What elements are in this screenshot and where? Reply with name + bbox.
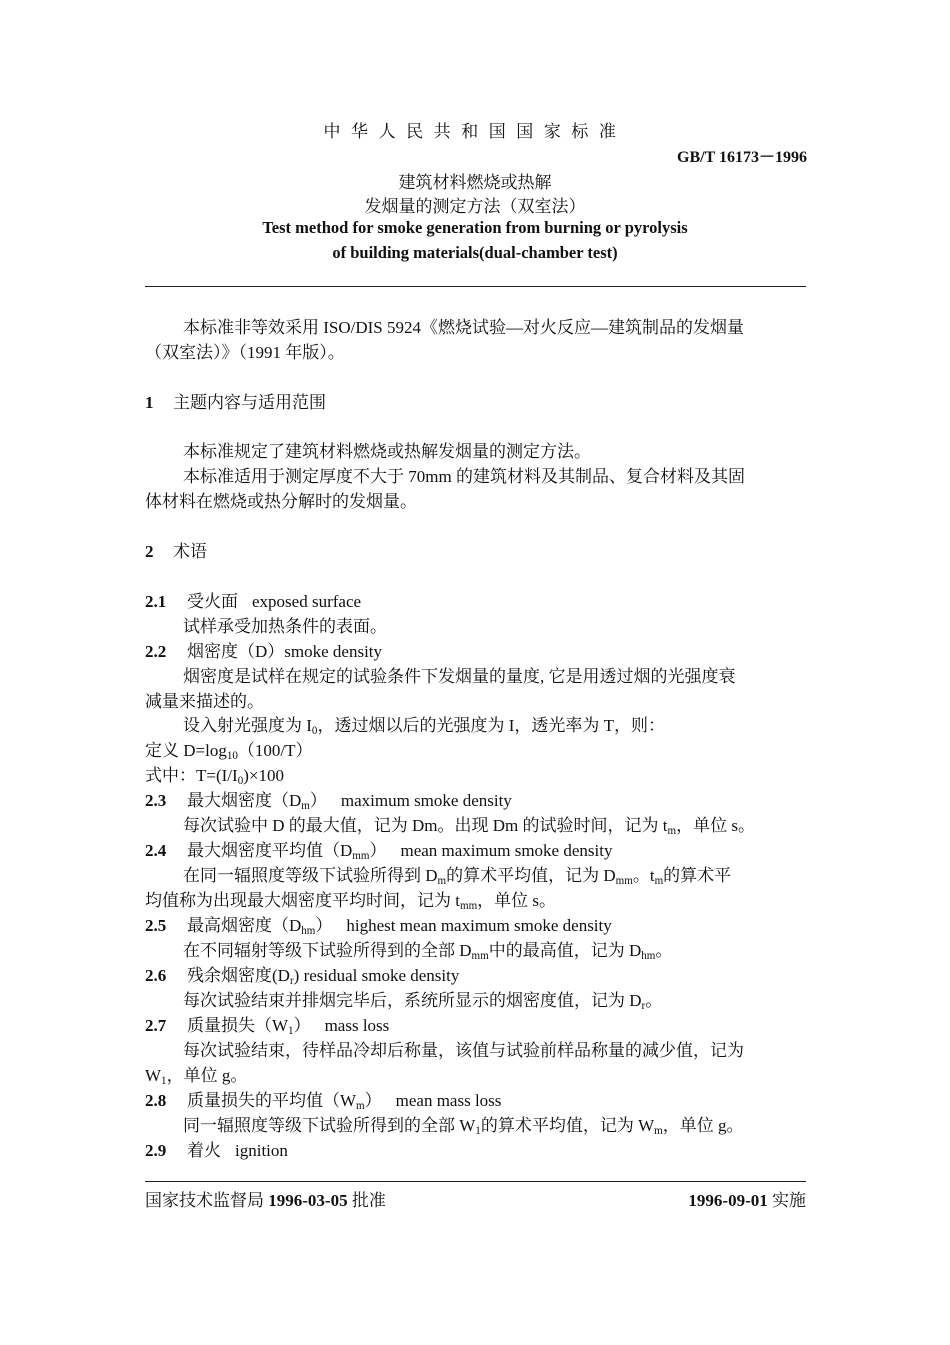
- term-number: 2.2: [145, 642, 167, 661]
- term-en: ignition: [235, 1141, 288, 1160]
- national-standard-heading: 中华人民共和国国家标准: [323, 122, 627, 141]
- term-2-9: [145, 1139, 806, 1163]
- section-1-paragraph-1: 本标准规定了建筑材料燃烧或热解发烟量的测定方法。: [183, 442, 591, 461]
- term-2-3: 2.3 最大烟密度$(D_m)$ maximum smoke density: [145, 791, 512, 812]
- term-cn: 受火面: [187, 592, 238, 611]
- implementation-date: 1996-09-01 实施: [688, 1191, 806, 1210]
- term-en: residual smoke density: [303, 966, 460, 985]
- title-en-line-2: of building materials(dual-chamber test): [332, 243, 618, 262]
- term-cn: 烟密度（D）: [187, 642, 285, 661]
- term-2-7-definition-line-2: $W_1$，单位 g。: [145, 1066, 248, 1087]
- term-en: smoke density: [284, 642, 383, 661]
- smoke-density-formula: 定义 $D=\log_{10}(100/T)$: [145, 741, 313, 762]
- term-2-1: [145, 590, 806, 614]
- section-title: 主题内容与适用范围: [173, 393, 326, 412]
- term-2-7-definition-line-1: 每次试验结束，待样品冷却后称量，该值与试验前样品称量的减少值，记为: [183, 1041, 744, 1060]
- term-2-2-definition-line-1: 烟密度是试样在规定的试验条件下发烟量的量度, 它是用透过烟的光强度衰: [183, 667, 736, 686]
- section-2-heading: [145, 540, 806, 564]
- term-2-8-definition: 同一辐照度等级下试验所得到的全部 $W_1$的算术平均值，记为 $W_m$，单位 g。: [183, 1116, 744, 1137]
- title-cn-line-1: 建筑材料燃烧或热解: [398, 173, 552, 192]
- term-2-6: 2.6 残余烟密度$(D_r)$ residual smoke density: [145, 966, 460, 987]
- term-2-4: 2.4 最大烟密度平均值$(D_{mm})$ mean maximum smoke density: [145, 841, 613, 862]
- term-number: 2.7: [145, 1016, 167, 1035]
- intro-line-2: （双室法）》（1991 年版）。: [145, 343, 345, 362]
- header-divider: [145, 286, 806, 287]
- term-2-5-definition: 在不同辐射等级下试验所得到的全部 $D_{mm}$中的最高值，记为 $D_{hm}$。: [183, 941, 673, 962]
- term-2-2: [145, 640, 806, 664]
- term-2-3-definition: 每次试验中 D 的最大值，记为 Dm。出现 Dm 的试验时间，记为 $t_m$，单位 s。: [183, 816, 755, 837]
- section-1-paragraph-2-line-2: 体材料在燃烧或热分解时的发烟量。: [145, 492, 417, 511]
- section-title: 术语: [173, 542, 207, 561]
- term-en: highest mean maximum smoke density: [346, 916, 612, 935]
- intro-line-1: 本标准非等效采用 ISO/DIS 5924《燃烧试验—对火反应—建筑制品的发烟量: [183, 318, 745, 337]
- term-en: maximum smoke density: [340, 791, 512, 810]
- term-number: 2.5: [145, 916, 167, 935]
- title-en-line-1: Test method for smoke generation from burning or pyrolysis: [262, 218, 688, 237]
- term-cn: 着火: [187, 1141, 221, 1160]
- term-2-5: 2.5 最高烟密度$(D_{hm})$ highest mean maximum smoke density: [145, 916, 612, 937]
- section-1-heading: [145, 391, 806, 415]
- section-1-paragraph-2-line-1: 本标准适用于测定厚度不大于 70mm 的建筑材料及其制品、复合材料及其固: [183, 467, 745, 486]
- term-number: 2.6: [145, 966, 167, 985]
- term-number: 2.3: [145, 791, 167, 810]
- light-intensity-statement: 设入射光强度为 $I_0$，透过烟以后的光强度为 I，透光率为 T，则：: [183, 716, 665, 737]
- term-2-7: 2.7 质量损失$(W_1)$ mass loss: [145, 1016, 390, 1037]
- term-2-1-definition: 试样承受加热条件的表面。: [183, 617, 387, 636]
- approval-date: 国家技术监督局 1996-03-05 批准: [145, 1191, 386, 1210]
- term-en: mass loss: [324, 1016, 390, 1035]
- term-2-6-definition: 每次试验结束并排烟完毕后，系统所显示的烟密度值，记为 $D_r$。: [183, 991, 663, 1012]
- standard-code: GB/T 16173－1996: [677, 149, 807, 166]
- term-en: mean mass loss: [395, 1091, 502, 1110]
- title-cn-line-2: 发烟量的测定方法（双室法）: [364, 197, 586, 216]
- term-number: 2.8: [145, 1091, 167, 1110]
- term-en: mean maximum smoke density: [400, 841, 613, 860]
- section-number: 2: [145, 542, 154, 561]
- term-number: 2.9: [145, 1141, 167, 1160]
- term-2-8: 2.8 质量损失的平均值$(W_m)$ mean mass loss: [145, 1091, 502, 1112]
- term-2-4-definition-line-1: 在同一辐照度等级下试验所得到 $D_m$的算术平均值，记为 $D_{mm}$。$t_m$的算术平: [183, 866, 732, 887]
- term-2-4-definition-line-2: 均值称为出现最大烟密度平均时间，记为 $t_{mm}$，单位 s。: [145, 891, 557, 912]
- section-number: 1: [145, 393, 154, 412]
- term-number: 2.4: [145, 841, 167, 860]
- footer-divider: [145, 1181, 806, 1182]
- term-2-2-definition-line-2: 减量来描述的。: [145, 692, 264, 711]
- term-number: 2.1: [145, 592, 167, 611]
- term-en: exposed surface: [252, 592, 362, 611]
- transmittance-formula: 式中：$T=(I/I_0)\times 100$: [145, 766, 284, 787]
